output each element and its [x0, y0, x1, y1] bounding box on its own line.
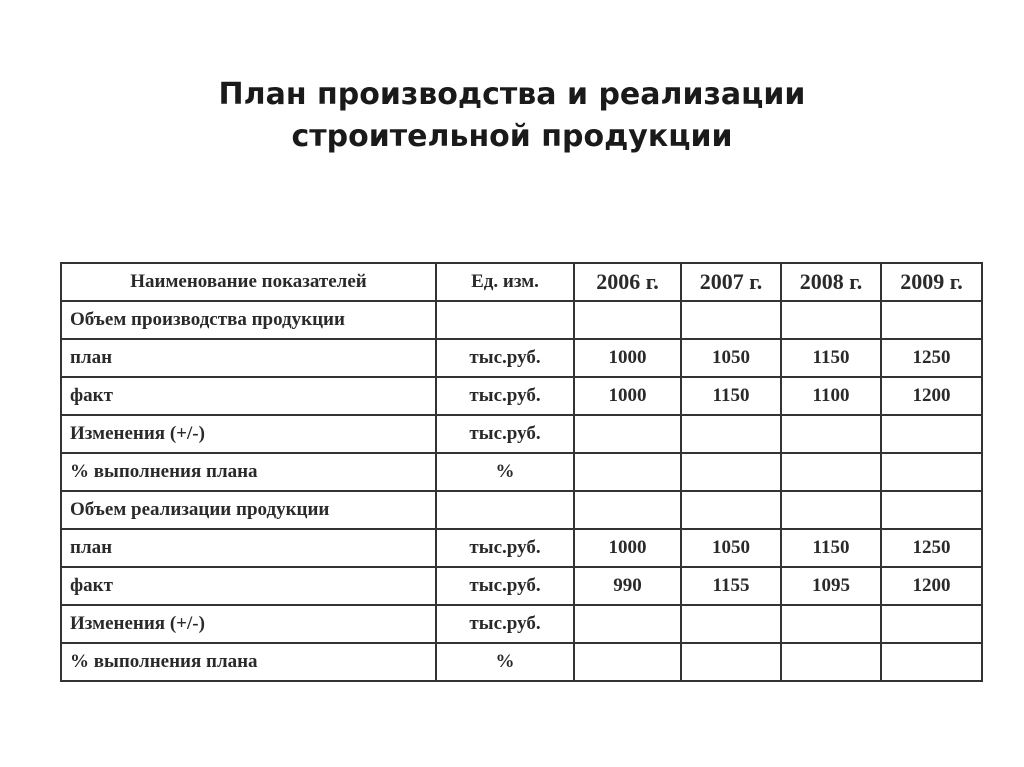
row-value-year-2007 — [681, 491, 781, 529]
table-row — [61, 491, 982, 529]
table-row — [61, 643, 982, 681]
row-indicator-name: Изменения (+/-) — [61, 415, 436, 453]
row-value-year-2009 — [881, 301, 982, 339]
row-unit: тыс.руб. — [436, 529, 574, 567]
row-value-year-2009: 1200 — [881, 377, 982, 415]
row-value-year-2009 — [881, 453, 982, 491]
row-value-year-2007: 1050 — [681, 529, 781, 567]
table-row — [61, 529, 982, 567]
row-unit — [436, 301, 574, 339]
table-body — [61, 301, 982, 681]
header-year-2009: 2009 г. — [881, 263, 982, 301]
row-value-year-2006: 990 — [574, 567, 681, 605]
table-row — [61, 605, 982, 643]
row-value-year-2009 — [881, 643, 982, 681]
table-row — [61, 339, 982, 377]
row-unit — [436, 491, 574, 529]
row-value-year-2006 — [574, 605, 681, 643]
row-value-year-2009: 1250 — [881, 529, 982, 567]
row-indicator-name: Объем реализации продукции — [61, 491, 436, 529]
table-row — [61, 453, 982, 491]
row-indicator-name: факт — [61, 377, 436, 415]
row-unit: тыс.руб. — [436, 567, 574, 605]
header-indicator-name: Наименование показателей — [61, 263, 436, 301]
row-value-year-2006 — [574, 453, 681, 491]
row-value-year-2008 — [781, 491, 881, 529]
row-value-year-2006 — [574, 415, 681, 453]
row-indicator-name: факт — [61, 567, 436, 605]
row-indicator-name: % выполнения плана — [61, 453, 436, 491]
header-year-2006: 2006 г. — [574, 263, 681, 301]
header-unit: Ед. изм. — [436, 263, 574, 301]
row-indicator-name: Изменения (+/-) — [61, 605, 436, 643]
slide-title — [0, 74, 1024, 158]
row-value-year-2006 — [574, 643, 681, 681]
table-row — [61, 567, 982, 605]
row-value-year-2008: 1100 — [781, 377, 881, 415]
table-row — [61, 377, 982, 415]
row-value-year-2008 — [781, 453, 881, 491]
header-year-2007: 2007 г. — [681, 263, 781, 301]
header-year-2008: 2008 г. — [781, 263, 881, 301]
row-indicator-name: план — [61, 529, 436, 567]
row-indicator-name: план — [61, 339, 436, 377]
row-value-year-2008: 1150 — [781, 529, 881, 567]
table-row — [61, 301, 982, 339]
row-value-year-2008: 1150 — [781, 339, 881, 377]
row-value-year-2009 — [881, 605, 982, 643]
table-header-row — [61, 263, 982, 301]
row-indicator-name: % выполнения плана — [61, 643, 436, 681]
row-value-year-2007 — [681, 415, 781, 453]
row-value-year-2007: 1050 — [681, 339, 781, 377]
row-value-year-2007: 1155 — [681, 567, 781, 605]
row-unit: тыс.руб. — [436, 377, 574, 415]
row-value-year-2006: 1000 — [574, 377, 681, 415]
row-value-year-2007 — [681, 643, 781, 681]
row-value-year-2007: 1150 — [681, 377, 781, 415]
row-value-year-2006 — [574, 491, 681, 529]
row-indicator-name: Объем производства продукции — [61, 301, 436, 339]
row-value-year-2009: 1250 — [881, 339, 982, 377]
row-value-year-2008 — [781, 415, 881, 453]
row-value-year-2006: 1000 — [574, 529, 681, 567]
row-value-year-2008: 1095 — [781, 567, 881, 605]
row-unit: тыс.руб. — [436, 339, 574, 377]
slide-title-line-1: План производства и реализации — [218, 77, 806, 113]
row-value-year-2006: 1000 — [574, 339, 681, 377]
slide-title-line-2: строительной продукции — [291, 119, 733, 155]
table-row — [61, 415, 982, 453]
row-value-year-2007 — [681, 453, 781, 491]
row-unit: % — [436, 643, 574, 681]
row-value-year-2007 — [681, 605, 781, 643]
row-unit: % — [436, 453, 574, 491]
row-value-year-2006 — [574, 301, 681, 339]
row-unit: тыс.руб. — [436, 415, 574, 453]
row-value-year-2008 — [781, 301, 881, 339]
row-value-year-2008 — [781, 605, 881, 643]
row-value-year-2009 — [881, 491, 982, 529]
row-value-year-2007 — [681, 301, 781, 339]
row-value-year-2009: 1200 — [881, 567, 982, 605]
row-value-year-2008 — [781, 643, 881, 681]
row-value-year-2009 — [881, 415, 982, 453]
row-unit: тыс.руб. — [436, 605, 574, 643]
production-sales-table — [60, 262, 983, 682]
